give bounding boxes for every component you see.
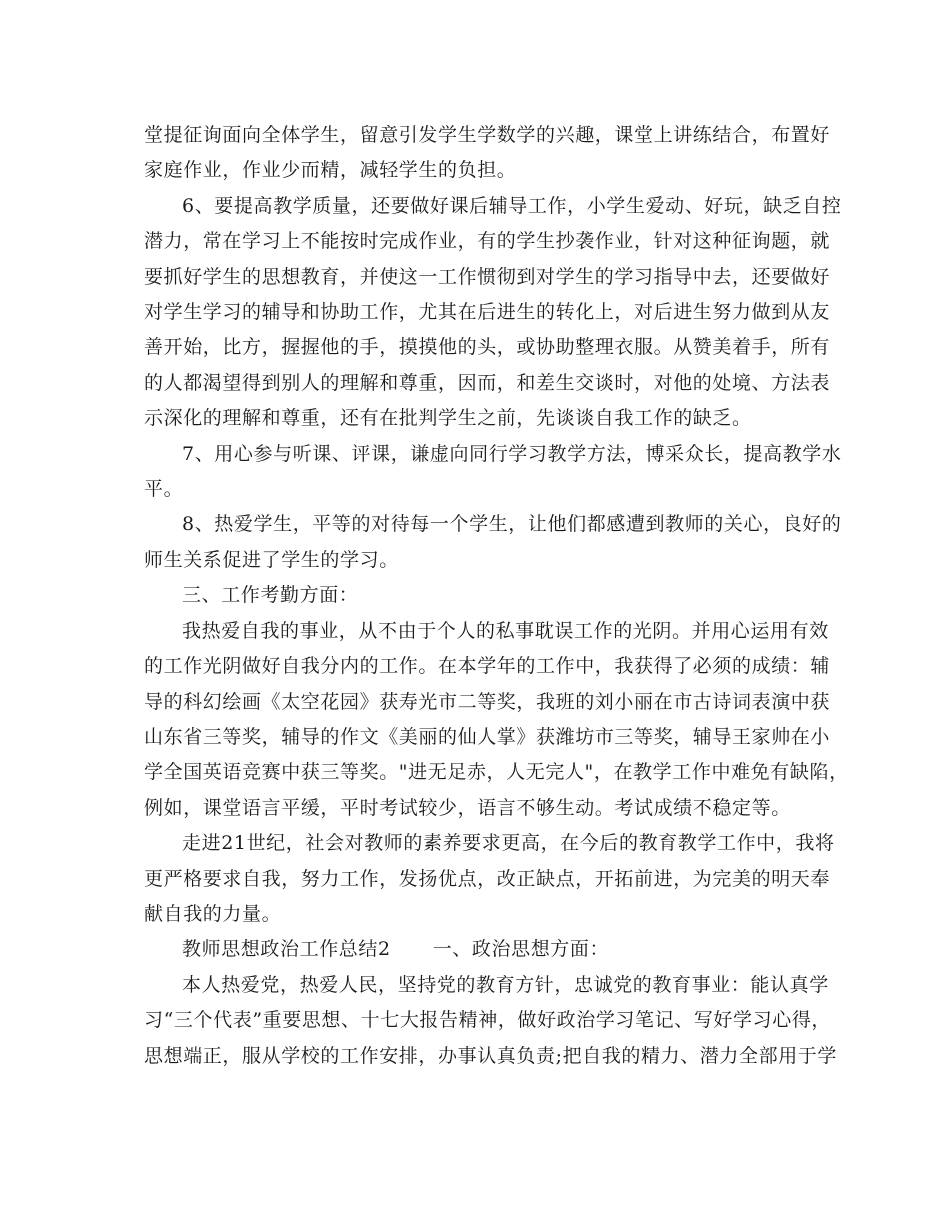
document-title: 教师思想政治工作总结2 (182, 938, 391, 961)
paragraph-1 (144, 118, 831, 189)
text-line: 思想端正，服从学校的工作安排，办事认真负责;把自我的精力、潜力全部用于学 (144, 1044, 838, 1067)
text-line: 学全国英语竞赛中获三等奖。"进无足赤，人无完人"，在教学工作中难免有缺陷， (144, 761, 849, 784)
text-line: 的工作光阴做好自我分内的工作。在本学年的工作中，我获得了必须的成绩：辅 (144, 655, 831, 678)
text-line: 6、要提高教学质量，还要做好课后辅导工作，小学生爱动、好玩，缺乏自控 (182, 194, 842, 217)
text-line: 要抓好学生的思想教育，并使这一工作惯彻到对学生的学习指导中去，还要做好 (144, 265, 831, 288)
text-line: 对学生学习的辅导和协助工作，尤其在后进生的转化上，对后进生努力做到从友 (144, 301, 831, 324)
paragraph-item-6 (144, 189, 842, 437)
text-line: 三、工作考勤方面： (182, 584, 359, 607)
text-line: 师生关系促进了学生的学习。 (144, 548, 399, 571)
text-line: 8、热爱学生，平等的对待每一个学生，让他们都感遭到教师的关心，良好的 (182, 513, 842, 536)
text-line: 献自我的力量。 (144, 902, 282, 925)
text-line: 示深化的理解和尊重，还有在批判学生之前，先谈谈自我工作的缺乏。 (144, 407, 752, 430)
text-line: 导的科幻绘画《太空花园》获寿光市二等奖，我班的刘小丽在市古诗词表演中获 (144, 690, 831, 713)
section-heading-politics: 一、政治思想方面： (432, 938, 610, 961)
text-line: 走进21世纪，社会对教师的素养要求更高，在今后的教育教学工作中，我将 (182, 832, 835, 855)
text-line: 习“三个代表”重要思想、十七大报告精神，做好政治学习笔记、写好学习心得， (144, 1009, 832, 1032)
summary-heading-line (144, 932, 812, 967)
text-line: 的人都渴望得到别人的理解和尊重，因而，和差生交谈时，对他的处境、方法表 (144, 371, 831, 394)
heading-line (144, 932, 812, 967)
section-heading-attendance (144, 578, 812, 613)
text-line: 例如，课堂语言平缓，平时考试较少，语言不够生动。考试成绩不稳定等。 (144, 796, 791, 819)
text-line: 山东省三等奖，辅导的作文《美丽的仙人掌》获潍坊市三等奖，辅导王家帅在小 (144, 725, 831, 748)
text-line: 家庭作业，作业少而精，减轻学生的负担。 (144, 159, 517, 182)
paragraph-attendance (144, 614, 849, 826)
text-line: 7、用心参与听课、评课，谦虚向同行学习教学方法，博采众长，提高教学水 (182, 442, 842, 465)
text-line: 善开始，比方，握握他的手，摸摸他的头，或协助整理衣服。从赞美着手，所有 (144, 336, 831, 359)
text-line: 堂提征询面向全体学生，留意引发学生学数学的兴趣，课堂上讲练结合，布置好 (144, 124, 831, 146)
text-line: 平。 (144, 478, 184, 501)
text-line: 本人热爱党，热爱人民，坚持党的教育方针，忠诚党的教育事业：能认真学 (182, 973, 829, 996)
text-line: 潜力，常在学习上不能按时完成作业，有的学生抄袭作业，针对这种征询题，就 (144, 230, 831, 253)
paragraph-conclusion (144, 826, 835, 932)
text-line: 我热爱自我的事业，从不由于个人的私事耽误工作的光阴。并用心运用有效 (182, 619, 829, 642)
text-line: 更严格要求自我，努力工作，发扬优点，改正缺点，开拓前进，为完美的明天奉 (144, 867, 831, 890)
paragraph-politics (144, 968, 838, 1074)
paragraph-item-7 (144, 437, 842, 508)
paragraph-item-8 (144, 507, 842, 578)
document-body (144, 118, 849, 1074)
